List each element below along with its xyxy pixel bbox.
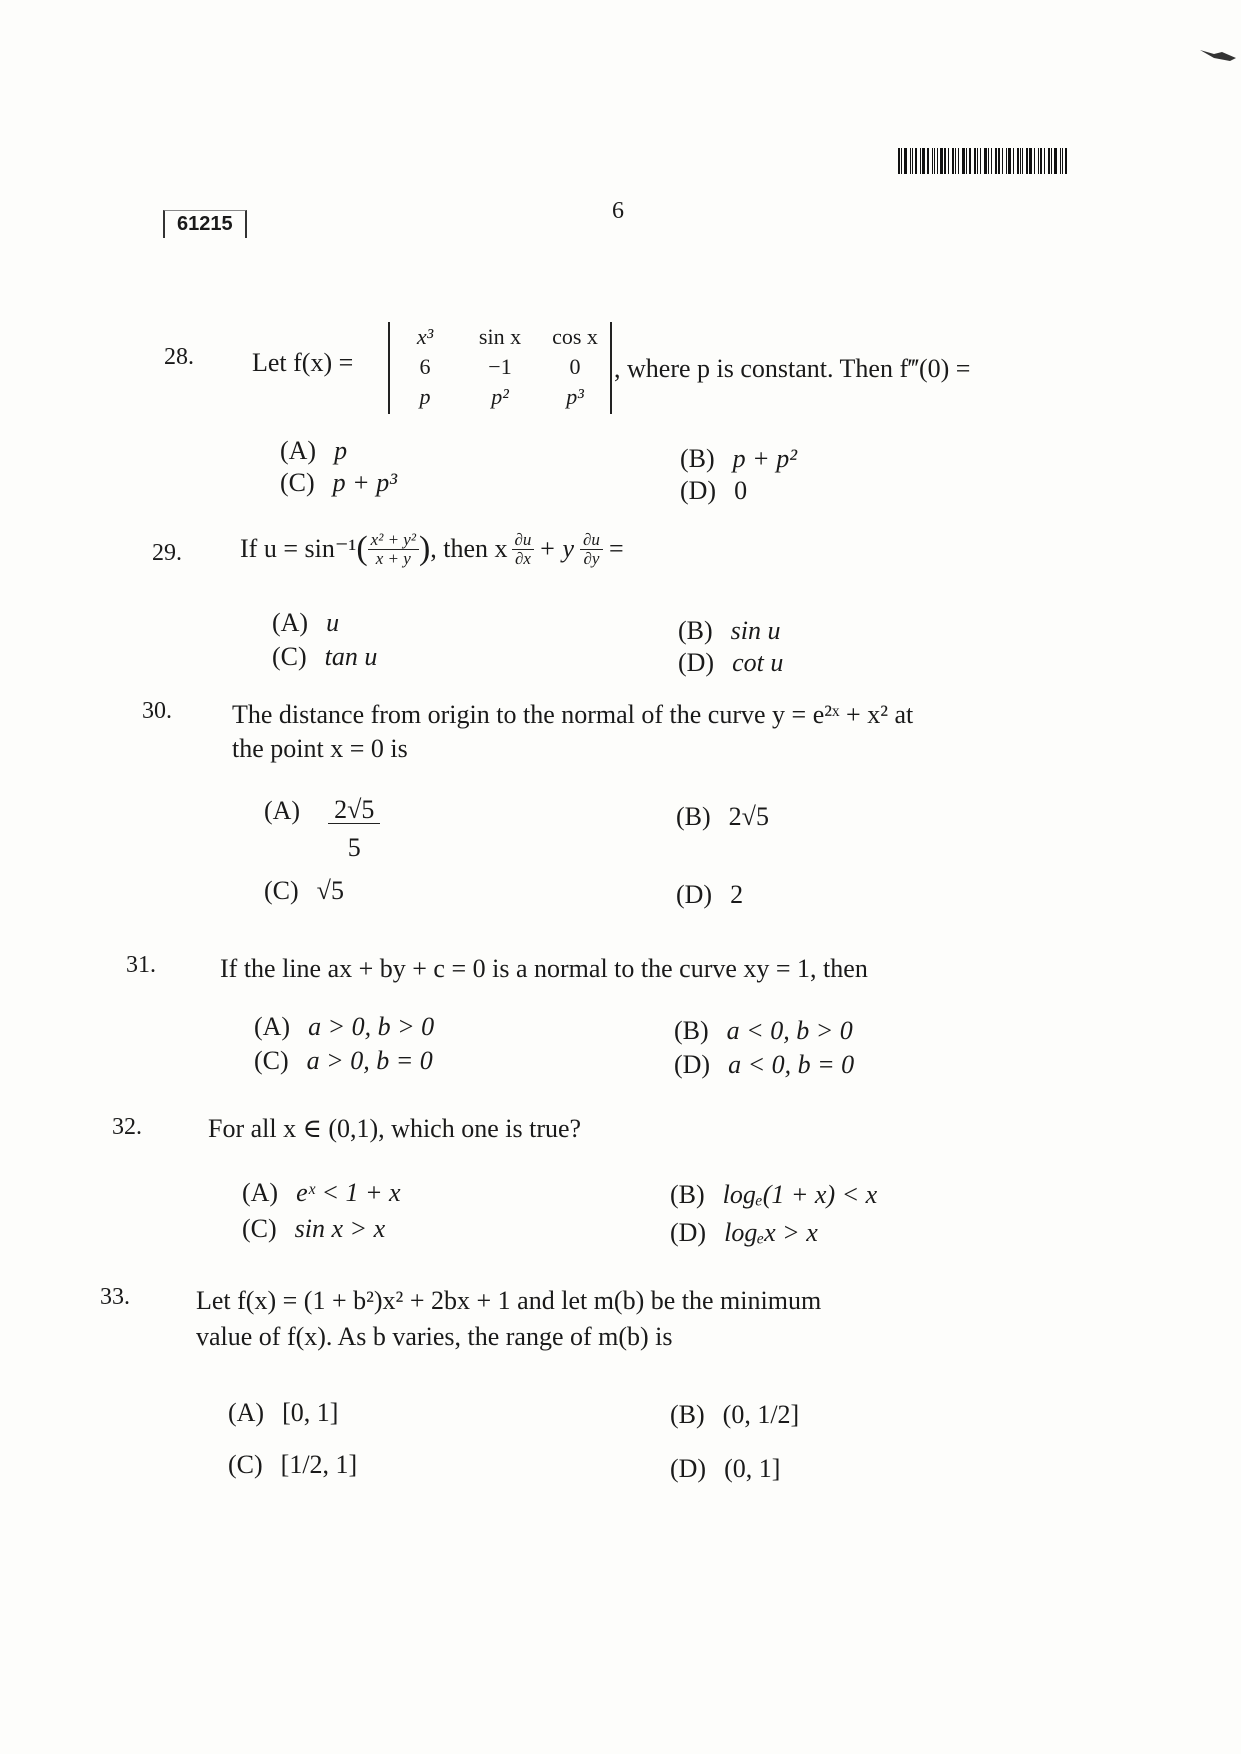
question-31-option-b xyxy=(674,1016,853,1046)
option-label: (A) xyxy=(242,1178,279,1207)
question-31-option-c xyxy=(254,1046,433,1076)
fraction-numerator: x² + y² xyxy=(368,531,419,550)
barcode-bar xyxy=(948,148,949,174)
question-31-option-d xyxy=(674,1050,854,1080)
barcode-bar xyxy=(937,148,938,174)
partial-du-dx: $\frac{\partial u}{\partial x}$ xyxy=(512,531,535,568)
barcode-bar xyxy=(910,148,911,174)
barcode-bar xyxy=(915,148,917,174)
option-label: (C) xyxy=(280,468,315,497)
barcode-bar xyxy=(901,148,902,174)
question-28-option-d xyxy=(680,476,747,506)
barcode-bar xyxy=(966,148,967,174)
question-28-lead: Let f(x) = xyxy=(252,348,354,377)
option-value: 2√5 xyxy=(728,802,769,831)
option-label: (B) xyxy=(678,616,713,645)
option-value: p xyxy=(334,436,348,465)
question-28-option-b xyxy=(680,444,797,474)
option-value: a > 0, b > 0 xyxy=(308,1012,435,1041)
barcode-bar xyxy=(1051,148,1052,174)
barcode-bar xyxy=(1013,148,1014,174)
det-cell-2-0: p xyxy=(419,384,431,409)
barcode-bar xyxy=(898,148,900,174)
option-value: p + p² xyxy=(732,444,798,473)
barcode-bar xyxy=(980,148,981,174)
barcode-bar xyxy=(991,148,992,174)
barcode-bar xyxy=(1062,148,1063,174)
question-30-number: 30. xyxy=(142,698,172,724)
det-cell-2-2: p³ xyxy=(566,384,584,409)
option-label: (C) xyxy=(228,1450,263,1479)
question-30-line2: the point x = 0 is xyxy=(232,734,408,763)
option-label: (D) xyxy=(670,1218,707,1247)
paper-code-box: 61215 xyxy=(163,210,247,238)
barcode-bar xyxy=(932,148,933,174)
barcode-bar xyxy=(1034,148,1035,174)
option-value: logₑx > x xyxy=(724,1218,818,1247)
barcode-bar xyxy=(1020,148,1021,174)
option-label: (D) xyxy=(674,1050,711,1079)
barcode-bar xyxy=(1054,148,1057,174)
option-label: (B) xyxy=(674,1016,709,1045)
barcode-bar xyxy=(984,148,987,174)
barcode-bar xyxy=(988,148,989,174)
option-label: (B) xyxy=(676,802,711,831)
question-31-option-a xyxy=(254,1012,434,1042)
question-32-text: For all x ∈ (0,1), which one is true? xyxy=(208,1114,582,1143)
option-value: tan u xyxy=(324,642,378,671)
question-33-line1: Let f(x) = (1 + b²)x² + 2bx + 1 and let m(b) be the minimum xyxy=(196,1286,822,1315)
barcode-bar xyxy=(920,148,921,174)
question-29-equals: = xyxy=(608,534,624,563)
option-label: (D) xyxy=(676,880,713,909)
question-29-text xyxy=(240,530,624,568)
option-value: [0, 1] xyxy=(282,1398,339,1427)
question-28-option-c xyxy=(280,468,397,498)
det-cell-0-0: x³ xyxy=(416,324,434,349)
question-33-option-d xyxy=(670,1454,780,1484)
option-label: (A) xyxy=(280,436,317,465)
option-value: sin u xyxy=(730,616,781,645)
barcode-bar xyxy=(1060,148,1061,174)
det-cell-1-1: −1 xyxy=(488,354,512,379)
option-value: p + p³ xyxy=(332,468,398,497)
barcode-bar xyxy=(1038,148,1039,174)
barcode-bar xyxy=(995,148,997,174)
option-value: logₑ(1 + x) < x xyxy=(722,1180,878,1209)
barcode-bar xyxy=(934,148,935,174)
barcode-bar xyxy=(998,148,1000,174)
question-30-option-d xyxy=(676,880,743,910)
barcode-bar xyxy=(1044,148,1045,174)
det-cell-0-1: sin x xyxy=(478,324,522,349)
option-value: √5 xyxy=(316,876,344,905)
barcode-bar xyxy=(952,148,954,174)
question-33-line2: value of f(x). As b varies, the range of m(b) is xyxy=(196,1322,673,1351)
option-value: a < 0, b = 0 xyxy=(728,1050,855,1079)
fraction-denominator: x + y xyxy=(375,548,411,568)
question-29-mid: , then x xyxy=(430,534,508,563)
option-label: (C) xyxy=(272,642,307,671)
det-cell-1-2: 0 xyxy=(569,354,581,379)
question-29-number: 29. xyxy=(152,540,182,566)
question-31-number: 31. xyxy=(126,952,156,978)
barcode-bar xyxy=(927,148,929,174)
question-30-line1: The distance from origin to the normal of the curve y = e²ˣ + x² at xyxy=(232,700,914,729)
barcode-bar xyxy=(1008,148,1011,174)
option-label: (B) xyxy=(680,444,715,473)
barcode-bar xyxy=(1022,148,1023,174)
question-30-option-a xyxy=(264,796,380,862)
barcode-bar xyxy=(974,148,976,174)
question-28-determinant xyxy=(388,322,612,414)
option-label: (A) xyxy=(264,796,301,825)
barcode-bar xyxy=(1017,148,1019,174)
question-33-option-c xyxy=(228,1450,357,1480)
question-32-option-c xyxy=(242,1214,385,1244)
question-28-option-a xyxy=(280,436,347,466)
option-label: (D) xyxy=(670,1454,707,1483)
partial-du-dy: $\frac{\partial u}{\partial y}$ xyxy=(580,531,603,568)
option-value: cot u xyxy=(732,648,784,677)
question-29-fraction xyxy=(368,531,419,568)
option-value: sin x > x xyxy=(294,1214,386,1243)
option-value: (0, 1/2] xyxy=(722,1400,800,1429)
question-29-option-d xyxy=(678,648,783,678)
option-label: (D) xyxy=(678,648,715,677)
barcode-bar xyxy=(1002,148,1003,174)
option-label: (B) xyxy=(670,1400,705,1429)
option-value: u xyxy=(326,608,340,637)
question-32-number: 32. xyxy=(112,1114,142,1140)
option-value: a < 0, b > 0 xyxy=(726,1016,853,1045)
question-29-option-c xyxy=(272,642,377,672)
barcode-bar xyxy=(977,148,978,174)
fraction-denominator: 5 xyxy=(347,833,361,863)
question-29-option-a xyxy=(272,608,339,638)
question-31-text: If the line ax + by + c = 0 is a normal to the curve xy = 1, then xyxy=(220,954,868,983)
barcode-bar xyxy=(922,148,925,174)
det-cell-2-1: p² xyxy=(491,384,509,409)
barcode-bar xyxy=(940,148,943,174)
option-value: [1/2, 1] xyxy=(280,1450,358,1479)
question-28-number: 28. xyxy=(164,344,194,370)
barcode-graphic xyxy=(898,148,1070,174)
option-value: a > 0, b = 0 xyxy=(306,1046,433,1075)
option-label: (A) xyxy=(228,1398,265,1427)
question-29-option-b xyxy=(678,616,781,646)
barcode-bar xyxy=(1006,148,1007,174)
option-value: 0 xyxy=(734,476,748,505)
option-label: (B) xyxy=(670,1180,705,1209)
barcode-bar xyxy=(1040,148,1042,174)
option-value: 2 xyxy=(730,880,744,909)
option-label: (A) xyxy=(254,1012,291,1041)
option-label: (C) xyxy=(254,1046,289,1075)
barcode-bar xyxy=(1065,148,1067,174)
question-30-option-c xyxy=(264,876,344,906)
option-label: (D) xyxy=(680,476,717,505)
question-33-option-b xyxy=(670,1400,799,1430)
barcode-bar xyxy=(969,148,971,174)
det-cell-0-2: cos x xyxy=(552,324,598,349)
question-29-lead: If u = sin⁻¹ xyxy=(240,534,357,563)
question-32-option-a xyxy=(242,1178,401,1208)
question-32-option-b xyxy=(670,1180,877,1210)
option-label: (A) xyxy=(272,608,309,637)
question-32-option-d xyxy=(670,1218,818,1248)
barcode-bar xyxy=(955,148,956,174)
det-cell-1-0: 6 xyxy=(419,354,431,379)
question-33-number: 33. xyxy=(100,1284,130,1310)
left-paren: ( xyxy=(356,530,368,567)
right-paren: ) xyxy=(418,530,431,567)
question-33-option-a xyxy=(228,1398,338,1428)
barcode-bar xyxy=(1048,148,1050,174)
barcode-bar xyxy=(962,148,965,174)
barcode-bar xyxy=(958,148,959,174)
barcode-bar xyxy=(904,148,907,174)
option-value-fraction xyxy=(328,796,380,862)
question-30-option-b xyxy=(676,802,769,832)
option-label: (C) xyxy=(242,1214,277,1243)
fraction-numerator: 2√5 xyxy=(328,796,380,824)
option-value: eˣ < 1 + x xyxy=(296,1178,401,1207)
barcode-bar xyxy=(944,148,946,174)
barcode-bar xyxy=(1026,148,1028,174)
page-number: 6 xyxy=(612,198,624,224)
option-value: (0, 1] xyxy=(724,1454,781,1483)
option-label: (C) xyxy=(264,876,299,905)
barcode-bar xyxy=(912,148,913,174)
question-28-tail: , where p is constant. Then f‴(0) = xyxy=(614,354,971,383)
barcode-bar xyxy=(1029,148,1032,174)
question-29-plus: + y xyxy=(538,534,575,563)
corner-scan-mark xyxy=(1200,48,1236,62)
